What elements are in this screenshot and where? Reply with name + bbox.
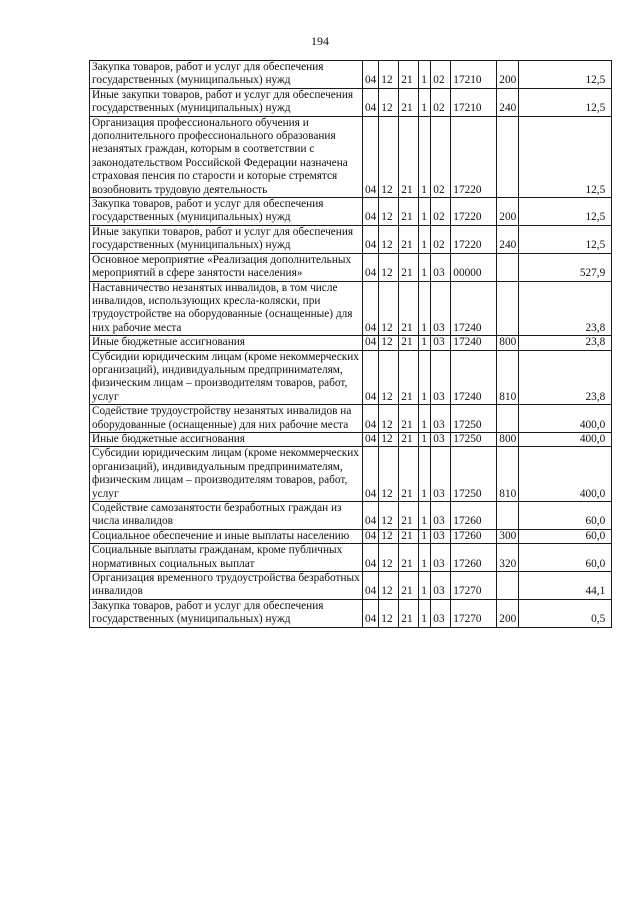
table-row xyxy=(90,350,612,405)
budget-table xyxy=(89,60,612,628)
direction-code-cell: 17250 xyxy=(451,405,497,433)
section-code-cell: 04 xyxy=(363,572,379,600)
subsection-code-cell: 12 xyxy=(379,198,399,226)
program-code-cell: 21 xyxy=(399,225,419,253)
subprogram-code-cell: 1 xyxy=(419,336,431,350)
expense-type-cell xyxy=(497,405,519,433)
program-code-cell: 21 xyxy=(399,544,419,572)
amount-cell: 12,5 xyxy=(519,61,612,89)
subprogram-code-cell: 1 xyxy=(419,432,431,446)
section-code-cell: 04 xyxy=(363,61,379,89)
direction-code-cell: 17240 xyxy=(451,336,497,350)
direction-code-cell: 17240 xyxy=(451,281,497,336)
subsection-code-cell: 12 xyxy=(379,225,399,253)
expense-type-cell: 200 xyxy=(497,198,519,226)
amount-cell: 400,0 xyxy=(519,432,612,446)
activity-code-cell: 03 xyxy=(431,432,451,446)
activity-code-cell: 03 xyxy=(431,350,451,405)
expense-type-cell: 240 xyxy=(497,88,519,116)
section-code-cell: 04 xyxy=(363,336,379,350)
expense-type-cell: 240 xyxy=(497,225,519,253)
activity-code-cell: 03 xyxy=(431,281,451,336)
direction-code-cell: 17240 xyxy=(451,350,497,405)
program-code-cell: 21 xyxy=(399,447,419,502)
subsection-code-cell: 12 xyxy=(379,350,399,405)
table-row xyxy=(90,544,612,572)
subsection-code-cell: 12 xyxy=(379,253,399,281)
amount-cell: 12,5 xyxy=(519,88,612,116)
direction-code-cell: 17260 xyxy=(451,502,497,530)
activity-code-cell: 03 xyxy=(431,405,451,433)
program-code-cell: 21 xyxy=(399,116,419,197)
section-code-cell: 04 xyxy=(363,432,379,446)
direction-code-cell: 17250 xyxy=(451,432,497,446)
activity-code-cell: 03 xyxy=(431,599,451,627)
subsection-code-cell: 12 xyxy=(379,447,399,502)
amount-cell: 0,5 xyxy=(519,599,612,627)
subsection-code-cell: 12 xyxy=(379,502,399,530)
program-code-cell: 21 xyxy=(399,336,419,350)
expense-type-cell: 800 xyxy=(497,336,519,350)
subsection-code-cell: 12 xyxy=(379,572,399,600)
amount-cell: 400,0 xyxy=(519,447,612,502)
program-code-cell: 21 xyxy=(399,405,419,433)
table-row xyxy=(90,432,612,446)
subprogram-code-cell: 1 xyxy=(419,447,431,502)
table-row xyxy=(90,225,612,253)
subprogram-code-cell: 1 xyxy=(419,572,431,600)
program-code-cell: 21 xyxy=(399,61,419,89)
expense-type-cell: 200 xyxy=(497,599,519,627)
table-body xyxy=(90,61,612,628)
subsection-code-cell: 12 xyxy=(379,405,399,433)
amount-cell: 60,0 xyxy=(519,502,612,530)
description-cell: Социальное обеспечение и иные выплаты населению xyxy=(90,529,363,543)
section-code-cell: 04 xyxy=(363,599,379,627)
table-row xyxy=(90,281,612,336)
program-code-cell: 21 xyxy=(399,432,419,446)
expense-type-cell xyxy=(497,253,519,281)
expense-type-cell: 320 xyxy=(497,544,519,572)
subsection-code-cell: 12 xyxy=(379,529,399,543)
direction-code-cell: 17220 xyxy=(451,225,497,253)
amount-cell: 60,0 xyxy=(519,529,612,543)
description-cell: Иные закупки товаров, работ и услуг для обеспечения государственных (муниципальных) нужд xyxy=(90,225,363,253)
section-code-cell: 04 xyxy=(363,253,379,281)
section-code-cell: 04 xyxy=(363,198,379,226)
expense-type-cell: 200 xyxy=(497,61,519,89)
program-code-cell: 21 xyxy=(399,253,419,281)
direction-code-cell: 17260 xyxy=(451,544,497,572)
section-code-cell: 04 xyxy=(363,225,379,253)
amount-cell: 12,5 xyxy=(519,225,612,253)
description-cell: Основное мероприятие «Реализация дополнительных мероприятий в сфере занятости населения» xyxy=(90,253,363,281)
activity-code-cell: 02 xyxy=(431,88,451,116)
section-code-cell: 04 xyxy=(363,502,379,530)
amount-cell: 60,0 xyxy=(519,544,612,572)
activity-code-cell: 03 xyxy=(431,529,451,543)
direction-code-cell: 17270 xyxy=(451,599,497,627)
program-code-cell: 21 xyxy=(399,529,419,543)
activity-code-cell: 02 xyxy=(431,198,451,226)
table-row xyxy=(90,447,612,502)
direction-code-cell: 17210 xyxy=(451,88,497,116)
subprogram-code-cell: 1 xyxy=(419,61,431,89)
description-cell: Иные закупки товаров, работ и услуг для обеспечения государственных (муниципальных) нужд xyxy=(90,88,363,116)
table-row xyxy=(90,116,612,197)
direction-code-cell: 00000 xyxy=(451,253,497,281)
section-code-cell: 04 xyxy=(363,529,379,543)
subprogram-code-cell: 1 xyxy=(419,198,431,226)
activity-code-cell: 03 xyxy=(431,502,451,530)
description-cell: Иные бюджетные ассигнования xyxy=(90,336,363,350)
direction-code-cell: 17220 xyxy=(451,198,497,226)
subsection-code-cell: 12 xyxy=(379,544,399,572)
subprogram-code-cell: 1 xyxy=(419,281,431,336)
expense-type-cell xyxy=(497,116,519,197)
description-cell: Организация профессионального обучения и дополнительного профессионального образования незанятых граждан, которым в соответствии с законодательством Российской Федерации назначена страховая пенсия по старости и которые стремятся возобновить трудовую деятельность xyxy=(90,116,363,197)
subprogram-code-cell: 1 xyxy=(419,529,431,543)
expense-type-cell: 800 xyxy=(497,432,519,446)
table-row xyxy=(90,253,612,281)
direction-code-cell: 17270 xyxy=(451,572,497,600)
subprogram-code-cell: 1 xyxy=(419,405,431,433)
subsection-code-cell: 12 xyxy=(379,88,399,116)
activity-code-cell: 02 xyxy=(431,116,451,197)
activity-code-cell: 03 xyxy=(431,253,451,281)
subprogram-code-cell: 1 xyxy=(419,253,431,281)
amount-cell: 44,1 xyxy=(519,572,612,600)
section-code-cell: 04 xyxy=(363,405,379,433)
table-row xyxy=(90,198,612,226)
section-code-cell: 04 xyxy=(363,88,379,116)
table-row xyxy=(90,599,612,627)
table-row xyxy=(90,336,612,350)
subprogram-code-cell: 1 xyxy=(419,116,431,197)
expense-type-cell xyxy=(497,572,519,600)
subsection-code-cell: 12 xyxy=(379,61,399,89)
program-code-cell: 21 xyxy=(399,281,419,336)
program-code-cell: 21 xyxy=(399,599,419,627)
activity-code-cell: 03 xyxy=(431,544,451,572)
subprogram-code-cell: 1 xyxy=(419,225,431,253)
table-row xyxy=(90,61,612,89)
table-row xyxy=(90,405,612,433)
subprogram-code-cell: 1 xyxy=(419,502,431,530)
amount-cell: 12,5 xyxy=(519,198,612,226)
table-row xyxy=(90,88,612,116)
description-cell: Иные бюджетные ассигнования xyxy=(90,432,363,446)
subprogram-code-cell: 1 xyxy=(419,88,431,116)
activity-code-cell: 03 xyxy=(431,447,451,502)
section-code-cell: 04 xyxy=(363,350,379,405)
table-row xyxy=(90,572,612,600)
subsection-code-cell: 12 xyxy=(379,432,399,446)
amount-cell: 527,9 xyxy=(519,253,612,281)
program-code-cell: 21 xyxy=(399,88,419,116)
subprogram-code-cell: 1 xyxy=(419,544,431,572)
description-cell: Субсидии юридическим лицам (кроме некоммерческих организаций), индивидуальным предпринимателям, физическим лицам – производителям товаров, работ, услуг xyxy=(90,447,363,502)
activity-code-cell: 03 xyxy=(431,572,451,600)
description-cell: Социальные выплаты гражданам, кроме публичных нормативных социальных выплат xyxy=(90,544,363,572)
program-code-cell: 21 xyxy=(399,572,419,600)
amount-cell: 400,0 xyxy=(519,405,612,433)
subsection-code-cell: 12 xyxy=(379,281,399,336)
description-cell: Закупка товаров, работ и услуг для обеспечения государственных (муниципальных) нужд xyxy=(90,198,363,226)
subsection-code-cell: 12 xyxy=(379,599,399,627)
description-cell: Наставничество незанятых инвалидов, в том числе инвалидов, использующих кресла-коляски, при трудоустройстве на оборудованные (оснащенные) для них рабочие места xyxy=(90,281,363,336)
activity-code-cell: 02 xyxy=(431,225,451,253)
expense-type-cell: 300 xyxy=(497,529,519,543)
amount-cell: 12,5 xyxy=(519,116,612,197)
section-code-cell: 04 xyxy=(363,116,379,197)
description-cell: Закупка товаров, работ и услуг для обеспечения государственных (муниципальных) нужд xyxy=(90,599,363,627)
program-code-cell: 21 xyxy=(399,350,419,405)
subprogram-code-cell: 1 xyxy=(419,599,431,627)
direction-code-cell: 17210 xyxy=(451,61,497,89)
subsection-code-cell: 12 xyxy=(379,336,399,350)
description-cell: Субсидии юридическим лицам (кроме некоммерческих организаций), индивидуальным предпринимателям, физическим лицам – производителям товаров, работ, услуг xyxy=(90,350,363,405)
direction-code-cell: 17250 xyxy=(451,447,497,502)
section-code-cell: 04 xyxy=(363,281,379,336)
amount-cell: 23,8 xyxy=(519,336,612,350)
expense-type-cell xyxy=(497,281,519,336)
program-code-cell: 21 xyxy=(399,502,419,530)
activity-code-cell: 02 xyxy=(431,61,451,89)
description-cell: Организация временного трудоустройства безработных инвалидов xyxy=(90,572,363,600)
table-row xyxy=(90,529,612,543)
page-number: 194 xyxy=(311,34,329,48)
expense-type-cell: 810 xyxy=(497,350,519,405)
subprogram-code-cell: 1 xyxy=(419,350,431,405)
amount-cell: 23,8 xyxy=(519,350,612,405)
direction-code-cell: 17260 xyxy=(451,529,497,543)
table-row xyxy=(90,502,612,530)
subsection-code-cell: 12 xyxy=(379,116,399,197)
expense-type-cell xyxy=(497,502,519,530)
amount-cell: 23,8 xyxy=(519,281,612,336)
program-code-cell: 21 xyxy=(399,198,419,226)
activity-code-cell: 03 xyxy=(431,336,451,350)
description-cell: Закупка товаров, работ и услуг для обеспечения государственных (муниципальных) нужд xyxy=(90,61,363,89)
direction-code-cell: 17220 xyxy=(451,116,497,197)
expense-type-cell: 810 xyxy=(497,447,519,502)
section-code-cell: 04 xyxy=(363,544,379,572)
description-cell: Содействие самозанятости безработных граждан из числа инвалидов xyxy=(90,502,363,530)
description-cell: Содействие трудоустройству незанятых инвалидов на оборудованные (оснащенные) для них рабочие места xyxy=(90,405,363,433)
section-code-cell: 04 xyxy=(363,447,379,502)
